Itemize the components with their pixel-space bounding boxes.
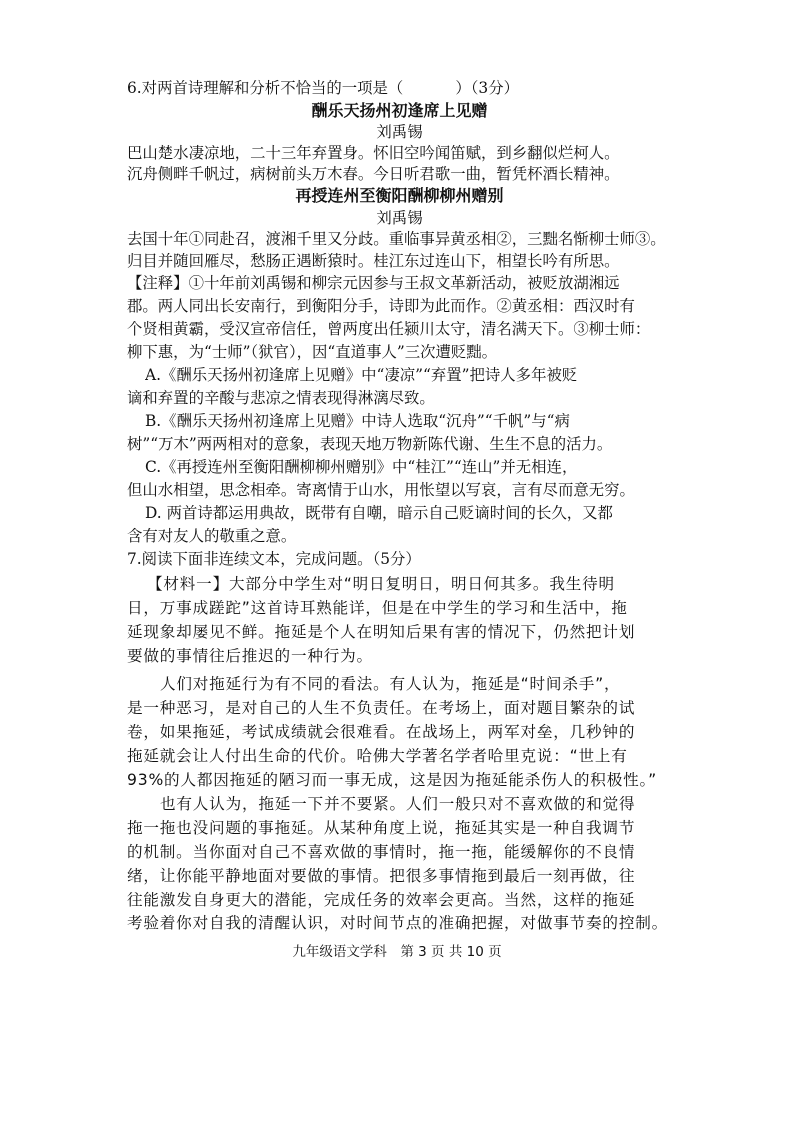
option-d-cont: 含有对友人的敬重之意。: [127, 527, 297, 545]
poem2-author: 刘禹锡: [376, 209, 423, 227]
material1-para: 卷，如果拖延，考试成绩就会很难看。在战场上，两军对垒，几秒钟的: [127, 723, 636, 741]
material1-para: 人们对拖延行为有不同的看法。有人认为，拖延是“时间杀手”，: [160, 675, 621, 693]
material1-para: 延现象却屡见不鲜。拖延是个人在明知后果有害的情况下，仍然把计划: [127, 623, 636, 641]
material1-para: 拖延就会让人付出生命的代价。哈佛大学著名学者哈里克说：“世上有: [127, 747, 628, 765]
option-a-cont: 谪和弃置的辛酸与悲凉之情表现得淋漓尽致。: [127, 389, 435, 407]
material1-para: 【材料一】大部分中学生对“明日复明日，明日何其多。我生待明: [147, 575, 615, 593]
page-footer: 九年级语文学科 第 3 页 共 10 页: [292, 944, 502, 960]
option-c: C.《再授连州至衡阳酬柳柳州赠别》中“桂江”“连山”并无相连，: [145, 458, 578, 476]
notes-line: 郡。两人同出长安南行，到衡阳分手，诗即为此而作。②黄丞相：西汉时有: [127, 297, 635, 315]
material1-para: 拖一拖也没问题的事拖延。从某种角度上说，拖延其实是一种自我调节: [127, 819, 636, 837]
material1-para: 日，万事成蹉跎”这首诗耳熟能详，但是在中学生的学习和生活中，拖: [127, 599, 628, 617]
notes-line: 柳下惠，为“士师”（狱官），因“直道事人”三次遭贬黜。: [127, 343, 498, 361]
poem1-author: 刘禹锡: [376, 123, 423, 141]
option-b: B.《酬乐天扬州初逢席上见赠》中诗人选取“沉舟”“千帆”与“病: [145, 412, 570, 430]
option-c-cont: 但山水相望，思念相牵。寄离情于山水，用怅望以写哀，言有尽而意无穷。: [127, 481, 635, 499]
material1-para: 绪，让你能平静地面对要做的事情。把很多事情拖到最后一刻再做，往: [127, 867, 636, 885]
poem1-line: 沉舟侧畔千帆过，病树前头万木春。今日听君歌一曲，暂凭杯酒长精神。: [127, 165, 620, 183]
material1-para: 93%的人都因拖延的陋习而一事无成，这是因为拖延能杀伤人的积极性。”: [127, 771, 657, 789]
material1-para: 要做的事情往后推迟的一种行为。: [127, 647, 373, 665]
material1-para: 往能激发自身更大的潜能，完成任务的效率会更高。当然，这样的拖延: [127, 891, 636, 909]
poem2-line: 去国十年①同赴召，渡湘千里又分歧。重临事异黄丞相②，三黜名惭柳士师③。: [127, 230, 666, 248]
material1-para: 的机制。当你面对自己不喜欢做的事情时，拖一拖，能缓解你的不良情: [127, 843, 636, 861]
poem1-title: 酬乐天扬州初逢席上见赠: [311, 101, 488, 120]
notes-line: 【注释】①十年前刘禹锡和柳宗元因参与王叔文革新活动，被贬放湖湘远: [127, 274, 620, 292]
option-a: A.《酬乐天扬州初逢席上见赠》中“凄凉”“弃置”把诗人多年被贬: [145, 366, 578, 384]
question-6-stem: 6.对两首诗理解和分析不恰当的一项是（ ）（3分）: [127, 79, 519, 97]
option-d: D. 两首诗都运用典故，既带有自嘲，暗示自己贬谪时间的长久，又都: [145, 504, 613, 522]
question-7-stem: 7.阅读下面非连续文本，完成问题。（5分）: [127, 550, 421, 568]
material1-para: 是一种恶习，是对自己的人生不负责任。在考场上，面对题目繁杂的试: [127, 699, 636, 717]
poem2-line: 归目并随回雁尽，愁肠正遇断猿时。桂江东过连山下，相望长吟有所思。: [127, 252, 620, 270]
option-b-cont: 树”“万木”两两相对的意象，表现天地万物新陈代谢、生生不息的活力。: [127, 435, 613, 453]
material1-para: 也有人认为，拖延一下并不要紧。人们一般只对不喜欢做的和觉得: [160, 795, 636, 813]
poem2-title: 再授连州至衡阳酬柳柳州赠别: [295, 186, 504, 205]
material1-para: 考验着你对自我的清醒认识，对时间节点的准确把握，对做事节奏的控制。: [127, 914, 668, 932]
notes-line: 个贤相黄霸，受汉宣帝信任，曾两度出任颍川太守，清名满天下。③柳士师：: [127, 320, 651, 338]
poem1-line: 巴山楚水凄凉地，二十三年弃置身。怀旧空吟闻笛赋，到乡翻似烂柯人。: [127, 144, 620, 162]
